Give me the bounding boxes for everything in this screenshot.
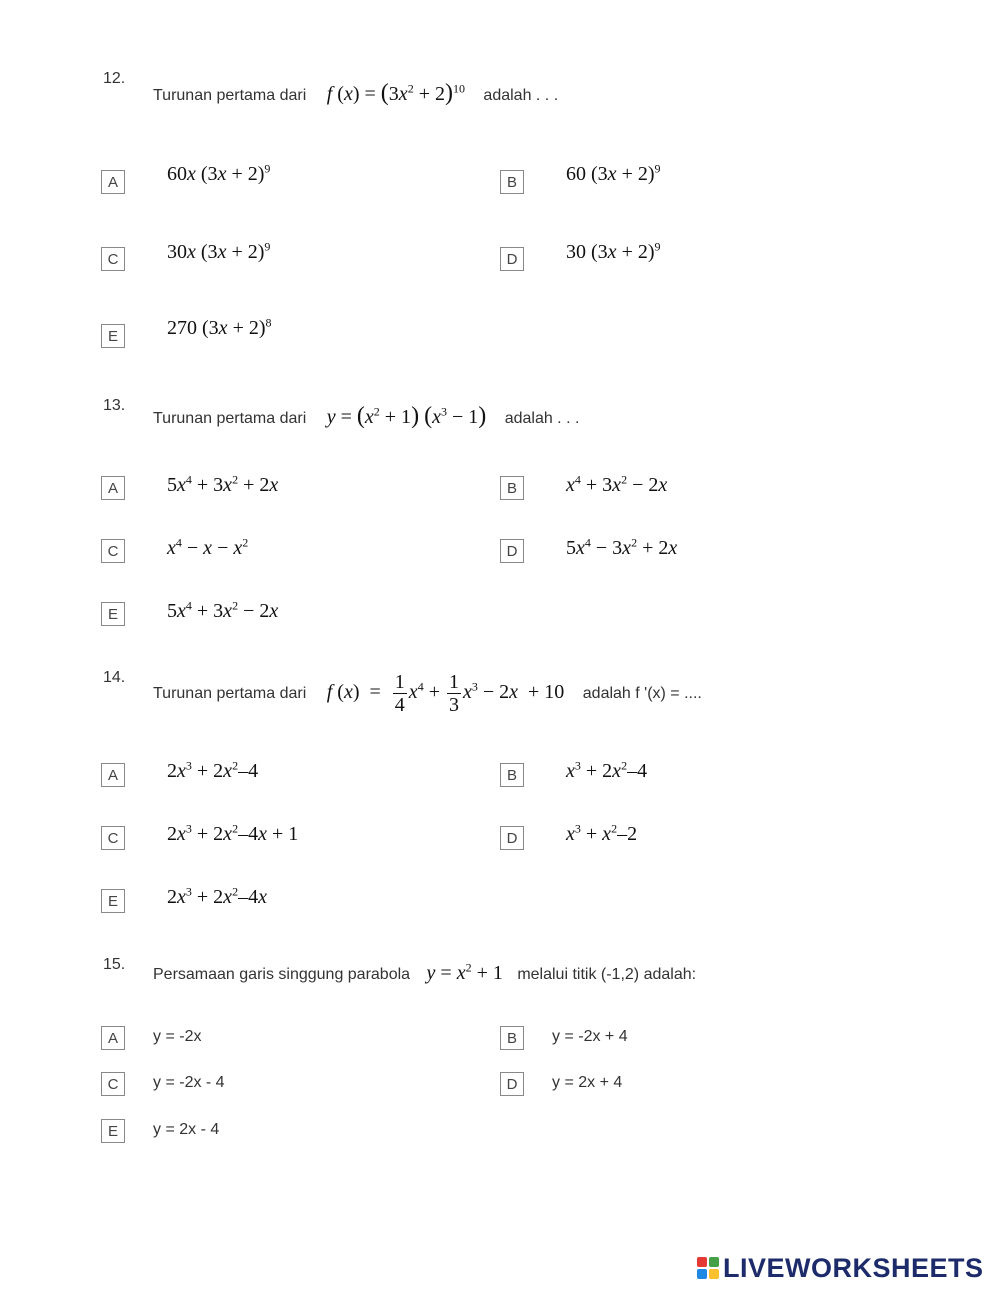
liveworksheets-logo	[697, 1253, 984, 1283]
option-a-checkbox[interactable]: A	[101, 170, 125, 194]
logo-square	[709, 1269, 719, 1279]
question-prefix: Turunan pertama dari	[153, 685, 307, 703]
question-prefix: Turunan pertama dari	[153, 87, 307, 104]
option-c-checkbox[interactable]: C	[101, 247, 125, 271]
option-b-answer: $x^3 + 2x^2-4$	[566, 758, 648, 782]
question-text	[153, 962, 696, 985]
option-d-checkbox[interactable]: D	[500, 247, 524, 271]
option-b-answer: $x^4 + 3x^2 - 2x$	[566, 472, 668, 496]
option-c-checkbox[interactable]: C	[101, 1072, 125, 1096]
option-d-checkbox[interactable]: D	[500, 1072, 524, 1096]
question-number: 14.	[103, 669, 126, 686]
option-c-checkbox[interactable]: C	[101, 826, 125, 850]
option-a-answer: $2x^3 + 2x^2-4$	[167, 758, 259, 782]
option-d-answer: $5x^4 - 3x^2 + 2x$	[566, 535, 678, 559]
option-e-checkbox[interactable]: E	[101, 889, 125, 913]
question-number: 15.	[103, 956, 126, 973]
option-b-answer: 60 $(3x + 2)^9$	[566, 161, 661, 185]
question-text	[153, 403, 579, 430]
option-e-answer: 270 $(3x + 2)^8$	[167, 315, 272, 339]
logo-grid-icon	[697, 1257, 719, 1279]
option-b-checkbox[interactable]: B	[500, 763, 524, 787]
logo-square	[697, 1257, 707, 1267]
option-b-checkbox[interactable]: B	[500, 170, 524, 194]
question-formula: f (x) = $\frac{1}{4}$ $x^4$ + $\frac{1}{3}$ $x^3 - 2x + 10$	[326, 671, 565, 716]
question-suffix: adalah . . .	[504, 410, 580, 427]
question-suffix: melalui titik (-1,2) adalah:	[517, 966, 697, 983]
question-prefix: Turunan pertama dari	[153, 410, 307, 427]
question-prefix: Persamaan garis singgung parabola	[153, 966, 411, 983]
question-suffix: adalah . . .	[483, 87, 559, 104]
option-a-answer: y = -2x	[153, 1028, 202, 1045]
logo-square	[709, 1257, 719, 1267]
option-d-answer: $x^3 + x^2-2$	[566, 821, 638, 845]
question-number: 13.	[103, 397, 126, 414]
option-d-checkbox[interactable]: D	[500, 539, 524, 563]
option-a-checkbox[interactable]: A	[101, 1026, 125, 1050]
question-text	[153, 671, 702, 716]
option-d-answer: y = 2x + 4	[552, 1074, 623, 1091]
option-d-checkbox[interactable]: D	[500, 826, 524, 850]
option-a-checkbox[interactable]: A	[101, 476, 125, 500]
logo-square	[697, 1269, 707, 1279]
option-b-answer: y = -2x + 4	[552, 1028, 628, 1045]
question-suffix: adalah f '(x) = ....	[582, 685, 702, 703]
option-e-answer: y = 2x - 4	[153, 1121, 220, 1138]
option-c-answer: 30x $(3x + 2)^9$	[167, 239, 271, 263]
question-formula: f $(x) = (3x^2 + 2)^{10}$	[326, 80, 465, 106]
option-c-answer: y = -2x - 4	[153, 1074, 225, 1091]
option-d-answer: 30 $(3x + 2)^9$	[566, 239, 661, 263]
question-text	[153, 80, 558, 107]
option-e-checkbox[interactable]: E	[101, 602, 125, 626]
question-formula: $y = (x^2 + 1) (x^3 - 1)$	[326, 403, 487, 429]
option-a-answer: 60x $(3x + 2)^9$	[167, 161, 271, 185]
option-c-answer: $2x^3 + 2x^2-4x + 1$	[167, 821, 299, 845]
option-a-answer: $5x^4 + 3x^2 + 2x$	[167, 472, 279, 496]
question-formula: $y = x^2 + 1$	[426, 960, 503, 984]
option-a-checkbox[interactable]: A	[101, 763, 125, 787]
logo-text: LIVEWORKSHEETS	[723, 1252, 984, 1283]
option-e-answer: $2x^3 + 2x^2-4x$	[167, 884, 267, 908]
option-e-answer: $5x^4 + 3x^2 - 2x$	[167, 598, 279, 622]
option-c-checkbox[interactable]: C	[101, 539, 125, 563]
option-b-checkbox[interactable]: B	[500, 1026, 524, 1050]
option-e-checkbox[interactable]: E	[101, 324, 125, 348]
option-b-checkbox[interactable]: B	[500, 476, 524, 500]
option-e-checkbox[interactable]: E	[101, 1119, 125, 1143]
question-number: 12.	[103, 70, 126, 87]
option-c-answer: $x^4 - x - x^2$	[167, 535, 249, 559]
